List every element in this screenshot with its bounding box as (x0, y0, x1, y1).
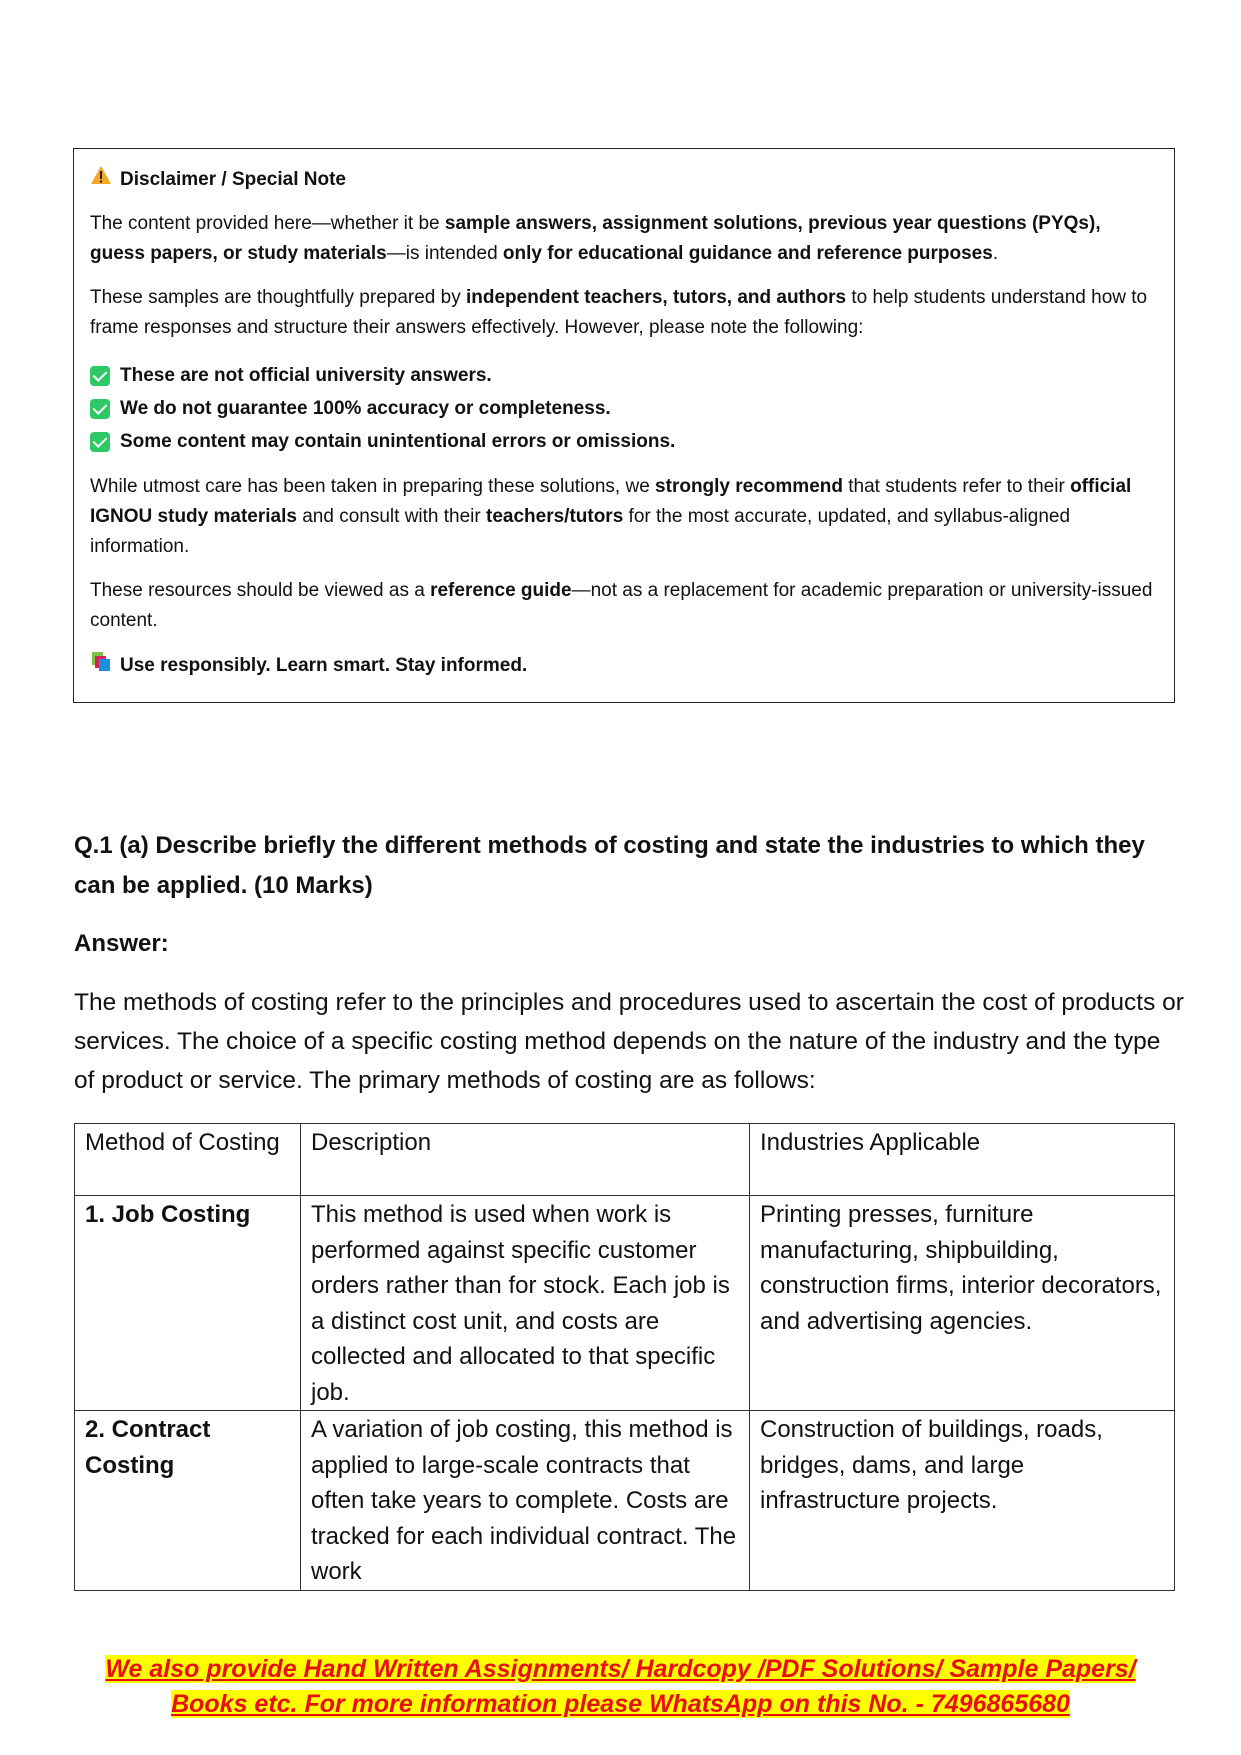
disclaimer-title (90, 165, 1158, 195)
bold-text: independent teachers, tutors, and authors (466, 287, 847, 308)
table-row (75, 1411, 1175, 1591)
disclaimer-paragraph-2 (90, 283, 1158, 343)
header-method: Method of Costing (75, 1124, 301, 1196)
answer-label: Answer: (74, 930, 169, 957)
text: These resources should be viewed as a (90, 580, 431, 601)
answer-intro-paragraph: The methods of costing refer to the principles and procedures used to ascertain the cost of products or services. The choice of a specific costing method depends on the nature of the industry and the type of product or service. The primary methods of costing are as follows: (74, 989, 1184, 1094)
text: that students refer to their (842, 476, 1071, 497)
text: While utmost care has been taken in preparing these solutions, we (90, 476, 656, 497)
disclaimer-footer (90, 650, 1158, 682)
promo-banner (0, 1652, 1241, 1722)
checkmark-icon (90, 366, 110, 386)
text: for the most accurate, updated, and syllabus-aligned information. (90, 506, 1071, 557)
text: —not as a replacement for academic preparation or university-issued content. (90, 580, 1153, 631)
disclaimer-paragraph-3 (90, 472, 1158, 562)
text: to help students understand how to frame responses and structure their answers effectively. However, please note the following: (90, 287, 1148, 338)
cell-method: 2. Contract Costing (75, 1411, 301, 1591)
check-item (90, 425, 1158, 458)
disclaimer-paragraph-1 (90, 209, 1158, 269)
check-item (90, 359, 1158, 392)
header-industries: Industries Applicable (750, 1124, 1175, 1196)
checkmark-icon (90, 432, 110, 452)
text: —is intended (386, 243, 503, 264)
disclaimer-paragraph-4 (90, 576, 1158, 636)
text: These samples are thoughtfully prepared by (90, 287, 466, 308)
bold-text: sample answers, assignment solutions, previous year questions (PYQs), guess papers, or study materials (90, 213, 1101, 264)
check-item (90, 392, 1158, 425)
cell-industries: Construction of buildings, roads, bridges, dams, and large infrastructure projects. (750, 1411, 1175, 1591)
bold-text: only for educational guidance and reference purposes (502, 243, 993, 264)
text: . (992, 243, 999, 264)
check-item-text: Some content may contain unintentional errors or omissions. (120, 430, 676, 452)
bold-text: teachers/tutors (486, 506, 624, 527)
cell-method: 1. Job Costing (75, 1196, 301, 1411)
check-item-text: These are not official university answers. (120, 364, 492, 386)
disclaimer-box (73, 148, 1175, 703)
text: and consult with their (296, 506, 486, 527)
header-description: Description (301, 1124, 750, 1196)
books-icon (90, 650, 112, 682)
bold-text: reference guide (430, 580, 572, 601)
disclaimer-check-list (90, 359, 1158, 458)
cell-description: This method is used when work is performed against specific customer orders rather than for stock. Each job is a distinct cost unit, and costs are collected and allocated to that specific job. (301, 1196, 750, 1411)
table-row (75, 1196, 1175, 1411)
question-title: Q.1 (a) Describe briefly the different methods of costing and state the industries to which they can be applied. (10 Marks) (74, 832, 1145, 899)
check-item-text: We do not guarantee 100% accuracy or completeness. (120, 397, 611, 419)
disclaimer-title-text: Disclaimer / Special Note (120, 169, 346, 190)
warning-icon (90, 165, 112, 195)
text: The content provided here—whether it be (90, 213, 445, 234)
promo-line-2: Books etc. For more information please WhatsApp on this No. - 7496865680 (171, 1690, 1070, 1718)
costing-methods-table (74, 1123, 1175, 1591)
cell-industries: Printing presses, furniture manufacturing, shipbuilding, construction firms, interior decorators, and advertising agencies. (750, 1196, 1175, 1411)
bold-text: strongly recommend (655, 476, 843, 497)
disclaimer-footer-text: Use responsibly. Learn smart. Stay informed. (120, 655, 528, 676)
checkmark-icon (90, 399, 110, 419)
promo-line-1: We also provide Hand Written Assignments/ Hardcopy /PDF Solutions/ Sample Papers/ (105, 1655, 1136, 1683)
bold-text: official IGNOU study materials (90, 476, 1132, 527)
cell-description: A variation of job costing, this method is applied to large-scale contracts that often take years to complete. Costs are tracked for each individual contract. The work (301, 1411, 750, 1591)
table-header-row (75, 1124, 1175, 1196)
